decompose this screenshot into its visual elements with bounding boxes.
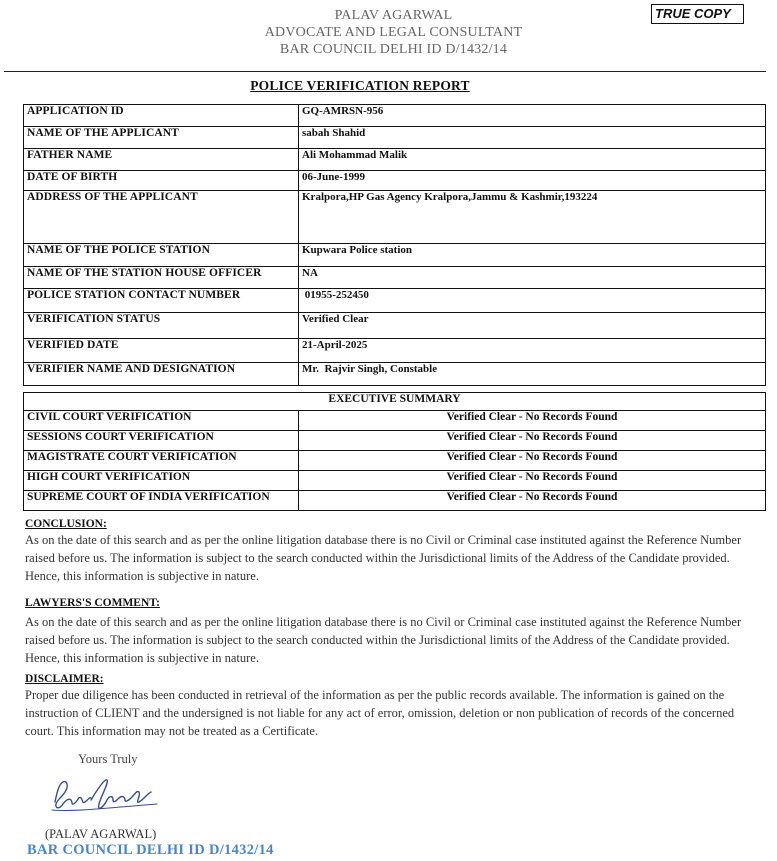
- row-value: NA: [299, 267, 766, 289]
- table-row: [24, 431, 766, 451]
- conclusion-heading: CONCLUSION:: [25, 518, 107, 530]
- row-value: Kupwara Police station: [299, 244, 766, 267]
- table-row: [24, 289, 766, 313]
- bar-council-id-footer: BAR COUNCIL DELHI ID D/1432/14: [27, 842, 274, 858]
- lawyers-comment-body: As on the date of this search and as per the online litigation database there is no Civil or Criminal case instituted against the Reference Number raised before us. The information is subject to the search conducted within the Jurisdictional limits of the Address of the Candidate provided. Hence, this information is subjective in nature.: [25, 615, 742, 665]
- conclusion-body: As on the date of this search and as per the online litigation database there is no Civil or Criminal case instituted against the Reference Number raised before us. The information is subject to the search conducted within the Jurisdictional limits of the Address of the Candidate provided. Hence, this information is subjective in nature.: [25, 533, 742, 583]
- row-value: Mr. Rajvir Singh, Constable: [299, 363, 766, 386]
- row-label: NAME OF THE POLICE STATION: [24, 244, 299, 267]
- conclusion-section: [25, 517, 760, 585]
- table-row: [24, 267, 766, 289]
- table-row: [24, 411, 766, 431]
- row-label: NAME OF THE STATION HOUSE OFFICER: [24, 267, 299, 289]
- row-label: DATE OF BIRTH: [24, 171, 299, 191]
- closing-salutation: Yours Truly: [78, 752, 138, 766]
- row-label: ADDRESS OF THE APPLICANT: [24, 191, 299, 244]
- row-label: VERIFICATION STATUS: [24, 313, 299, 339]
- disclaimer-body: Proper due diligence has been conducted in retrieval of the information as per the public records available. The information is gained on the instruction of CLIENT and the undersigned is not liable for any act of error, omission, deletion or non publication of records of the concerned court. This information may not be treated as a Certificate.: [25, 688, 735, 738]
- summary-heading-row: [24, 393, 766, 411]
- advocate-name: PALAV AGARWAL: [334, 8, 453, 23]
- row-label: POLICE STATION CONTACT NUMBER: [24, 289, 299, 313]
- signature-image: [47, 770, 167, 820]
- table-row: [24, 451, 766, 471]
- table-row: [24, 105, 766, 127]
- lawyers-comment-section: [25, 596, 760, 667]
- row-label: HIGH COURT VERIFICATION: [24, 471, 299, 491]
- table-row: [24, 191, 766, 244]
- table-row: [24, 171, 766, 191]
- summary-heading: EXECUTIVE SUMMARY: [24, 393, 766, 411]
- executive-summary-table: [23, 392, 766, 511]
- row-label: NAME OF THE APPLICANT: [24, 127, 299, 149]
- report-title: POLICE VERIFICATION REPORT: [250, 78, 470, 93]
- row-value: Verified Clear - No Records Found: [299, 431, 766, 451]
- row-value: 06-June-1999: [299, 171, 766, 191]
- row-value: Verified Clear - No Records Found: [299, 491, 766, 511]
- table-row: [24, 313, 766, 339]
- row-value: Verified Clear - No Records Found: [299, 471, 766, 491]
- table-row: [24, 491, 766, 511]
- row-label: VERIFIER NAME AND DESIGNATION: [24, 363, 299, 386]
- table-row: [24, 244, 766, 267]
- row-label: SUPREME COURT OF INDIA VERIFICATION: [24, 491, 299, 511]
- row-label: FATHER NAME: [24, 149, 299, 171]
- table-row: [24, 471, 766, 491]
- table-row: [24, 127, 766, 149]
- row-value: Verified Clear - No Records Found: [299, 451, 766, 471]
- disclaimer-heading: DISCLAIMER:: [25, 673, 104, 685]
- row-value: 21-April-2025: [299, 339, 766, 363]
- row-label: CIVIL COURT VERIFICATION: [24, 411, 299, 431]
- row-value: Kralpora,HP Gas Agency Kralpora,Jammu & Kashmir,193224: [299, 191, 766, 244]
- advocate-role: ADVOCATE AND LEGAL CONSULTANT: [264, 25, 523, 40]
- signatory-name: (PALAV AGARWAL): [45, 827, 157, 841]
- row-value: Ali Mohammad Malik: [299, 149, 766, 171]
- row-label: APPLICATION ID: [24, 105, 299, 127]
- table-row: [24, 339, 766, 363]
- row-label: SESSIONS COURT VERIFICATION: [24, 431, 299, 451]
- row-label: MAGISTRATE COURT VERIFICATION: [24, 451, 299, 471]
- details-table: [23, 104, 766, 386]
- row-value: Verified Clear - No Records Found: [299, 411, 766, 431]
- disclaimer-section: [25, 672, 760, 740]
- table-row: [24, 149, 766, 171]
- row-value: 01955-252450: [299, 289, 766, 313]
- true-copy-stamp: TRUE COPY: [651, 4, 744, 24]
- table-row: [24, 363, 766, 386]
- lawyers-comment-heading: LAWYERS'S COMMENT:: [25, 597, 160, 609]
- row-value: Verified Clear: [299, 313, 766, 339]
- row-value: sabah Shahid: [299, 127, 766, 149]
- row-label: VERIFIED DATE: [24, 339, 299, 363]
- bar-council-id: BAR COUNCIL DELHI ID D/1432/14: [279, 42, 508, 57]
- row-value: GQ-AMRSN-956: [299, 105, 766, 127]
- header-divider: [4, 71, 766, 72]
